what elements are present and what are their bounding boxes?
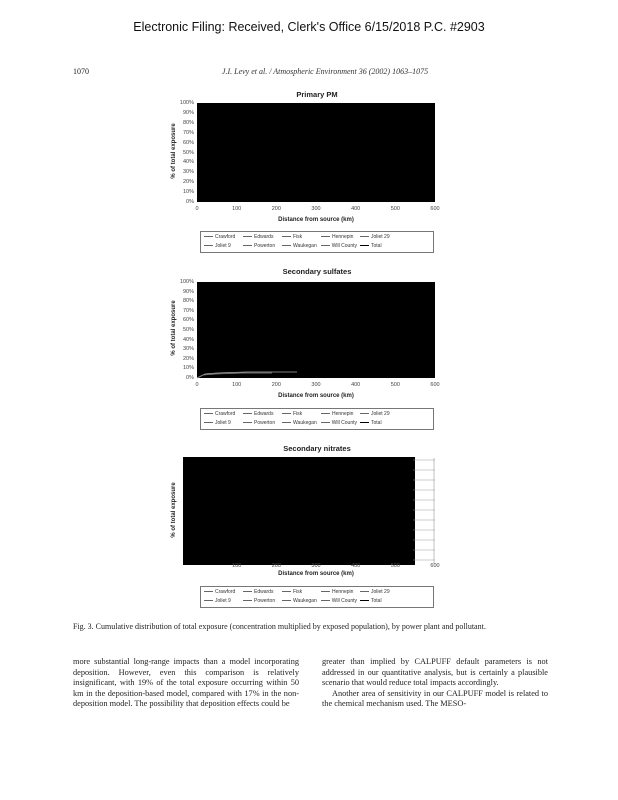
legend-swatch: [243, 236, 252, 237]
legend-label: Powerton: [254, 242, 276, 249]
legend-entry: [357, 598, 396, 604]
plot-area: [183, 457, 415, 565]
chart-title: Secondary nitrates: [283, 444, 351, 453]
legend-label: Waukegan: [293, 419, 317, 426]
legend-swatch: [321, 422, 330, 423]
x-tick-label: 0: [195, 206, 199, 212]
legend-label: Crawford: [215, 233, 236, 240]
legend-swatch: [360, 422, 369, 423]
legend-entry: [240, 598, 279, 604]
y-tick-label: 40%: [182, 159, 194, 166]
legend-label: Fisk: [293, 410, 303, 417]
y-tick-label: 90%: [182, 109, 194, 116]
legend-swatch: [360, 591, 369, 592]
y-tick-label: 80%: [182, 119, 194, 126]
figure-caption: Fig. 3. Cumulative distribution of total exposure (concentration multiplied by exposed population), by power plant and pollutant.: [73, 622, 486, 631]
legend-entry: [279, 234, 318, 240]
legend-entry: [318, 234, 357, 240]
running-head: J.I. Levy et al. / Atmospheric Environment 36 (2002) 1063–1075: [221, 67, 429, 76]
legend-entry: [240, 243, 279, 249]
x-tick-label: 100: [232, 563, 242, 569]
legend-swatch: [204, 591, 213, 592]
legend-label: Joliet 29: [371, 588, 390, 595]
y-tick-label: 40%: [182, 336, 194, 343]
y-tick-label: 60%: [182, 139, 194, 146]
body-paragraph: greater than implied by CALPUFF default parameters is not addressed in our quantitative analysis, but is certainly a plausible scenario that would reduce total impacts accordingly.: [322, 657, 548, 688]
legend-entry: [279, 243, 318, 249]
legend-swatch: [360, 236, 369, 237]
legend-entry: [279, 589, 318, 595]
legend-swatch: [204, 236, 213, 237]
legend-swatch: [360, 600, 369, 601]
x-tick-label: 200: [271, 563, 281, 569]
legend-swatch: [282, 413, 291, 414]
y-tick-label: 80%: [182, 298, 194, 305]
legend-label: Fisk: [293, 588, 303, 595]
legend-label: Will County: [331, 419, 357, 426]
y-tick-label: 50%: [182, 327, 194, 333]
legend-label: Crawford: [215, 410, 236, 417]
legend-entry: [279, 411, 318, 417]
legend-swatch: [282, 422, 291, 423]
legend-label: Joliet 29: [371, 410, 390, 417]
legend-label: Joliet 9: [215, 242, 231, 249]
x-tick-label: 600: [430, 563, 440, 569]
y-axis-label: % of total exposure: [171, 300, 177, 356]
x-tick-label: 500: [390, 206, 400, 212]
body-paragraph: more substantial long-range impacts than a model incorporating deposition. However, even this comparison is relatively insignificant, with 19% of the total exposure occurring within 50 km in the deposition-based model, compared with 17% in the non-deposition model. The possibility that deposition effects could be: [73, 657, 299, 709]
legend-swatch: [282, 236, 291, 237]
x-tick-label: 500: [390, 563, 400, 569]
legend-swatch: [321, 236, 330, 237]
legend-label: Edwards: [254, 233, 274, 240]
legend-entry: [318, 243, 357, 249]
x-tick-label: 300: [311, 382, 321, 388]
legend-entry: [201, 420, 240, 426]
legend-entry: [201, 589, 240, 595]
legend-label: Hennepin: [332, 233, 354, 240]
legend-entry: [357, 234, 396, 240]
legend-label: Waukegan: [293, 242, 317, 249]
y-axis-label: % of total exposure: [171, 123, 177, 179]
chart-legend: [200, 586, 434, 608]
legend-label: Hennepin: [332, 410, 354, 417]
legend-entry: [318, 589, 357, 595]
legend-swatch: [243, 422, 252, 423]
y-tick-label: 30%: [182, 169, 194, 176]
legend-label: Total: [371, 419, 382, 426]
legend-label: Joliet 29: [371, 233, 390, 240]
nitrate-grid: [413, 458, 437, 566]
x-tick-label: 200: [271, 382, 281, 388]
y-tick-label: 100%: [179, 100, 194, 106]
legend-label: Will County: [331, 597, 357, 604]
legend-label: Waukegan: [293, 597, 317, 604]
legend-label: Hennepin: [332, 588, 354, 595]
chart-title: Secondary sulfates: [282, 267, 352, 276]
x-tick-label: 300: [311, 563, 321, 569]
y-tick-label: 0%: [186, 375, 194, 381]
legend-swatch: [282, 600, 291, 601]
x-tick-label: 600: [430, 382, 440, 388]
legend-entry: [201, 234, 240, 240]
x-tick-label: 400: [351, 206, 361, 212]
legend-entry: [240, 411, 279, 417]
legend-entry: [240, 589, 279, 595]
legend-label: Fisk: [293, 233, 303, 240]
x-axis-label: Distance from source (km): [278, 393, 354, 399]
legend-swatch: [243, 600, 252, 601]
x-tick-label: 100: [232, 206, 242, 212]
legend-label: Joliet 9: [215, 597, 231, 604]
legend-entry: [357, 420, 396, 426]
legend-entry: [201, 411, 240, 417]
x-tick-label: 400: [351, 382, 361, 388]
plot-area: [197, 103, 435, 202]
legend-label: Edwards: [254, 588, 274, 595]
y-tick-label: 90%: [182, 288, 194, 295]
right-column: [322, 657, 548, 710]
x-axis-label: Distance from source (km): [278, 217, 354, 223]
legend-label: Powerton: [254, 419, 276, 426]
x-tick-label: 0: [195, 382, 199, 388]
legend-swatch: [321, 245, 330, 246]
legend-swatch: [204, 600, 213, 601]
legend-swatch: [282, 591, 291, 592]
y-tick-label: 10%: [182, 189, 194, 196]
legend-label: Joliet 9: [215, 419, 231, 426]
y-tick-label: 30%: [182, 346, 194, 353]
legend-swatch: [243, 413, 252, 414]
page-number: 1070: [73, 67, 89, 76]
legend-entry: [240, 420, 279, 426]
legend-label: Will County: [331, 242, 357, 249]
y-tick-label: 0%: [186, 199, 194, 205]
y-axis-label: % of total exposure: [171, 482, 177, 538]
legend-entry: [357, 411, 396, 417]
chart-legend: [200, 408, 434, 430]
legend-entry: [201, 243, 240, 249]
y-tick-label: 20%: [182, 179, 194, 186]
legend-swatch: [204, 413, 213, 414]
legend-swatch: [321, 600, 330, 601]
legend-label: Total: [371, 597, 382, 604]
y-tick-label: 10%: [182, 365, 194, 372]
body-paragraph: Another area of sensitivity in our CALPUFF model is related to the chemical mechanism used. The MESO-: [322, 688, 548, 709]
legend-entry: [240, 234, 279, 240]
legend-entry: [357, 243, 396, 249]
y-tick-label: 50%: [182, 149, 194, 156]
legend-entry: [318, 411, 357, 417]
chart-title: Primary PM: [296, 90, 338, 99]
legend-swatch: [204, 245, 213, 246]
legend-entry: [201, 598, 240, 604]
legend-label: Edwards: [254, 410, 274, 417]
y-tick-label: 70%: [182, 307, 194, 314]
y-tick-label: 100%: [179, 279, 194, 285]
x-tick-label: 400: [351, 563, 361, 569]
y-tick-label: 60%: [182, 317, 194, 324]
left-column: [73, 657, 299, 710]
legend-label: Crawford: [215, 588, 236, 595]
legend-entry: [357, 589, 396, 595]
legend-swatch: [360, 413, 369, 414]
y-tick-label: 70%: [182, 129, 194, 136]
legend-swatch: [360, 245, 369, 246]
legend-label: Powerton: [254, 597, 276, 604]
legend-swatch: [321, 591, 330, 592]
legend-swatch: [282, 245, 291, 246]
legend-label: Total: [371, 242, 382, 249]
x-axis-label: Distance from source (km): [278, 571, 354, 577]
legend-swatch: [243, 245, 252, 246]
legend-swatch: [243, 591, 252, 592]
legend-entry: [279, 598, 318, 604]
chart-legend: [200, 231, 434, 253]
y-tick-label: 20%: [182, 355, 194, 362]
legend-entry: [318, 420, 357, 426]
x-tick-label: 200: [271, 206, 281, 212]
legend-swatch: [204, 422, 213, 423]
filing-banner: Electronic Filing: Received, Clerk's Office 6/15/2018 P.C. #2903: [133, 20, 485, 34]
legend-swatch: [321, 413, 330, 414]
legend-entry: [318, 598, 357, 604]
x-tick-label: 600: [430, 206, 440, 212]
x-tick-label: 500: [390, 382, 400, 388]
plot-area: [197, 282, 435, 378]
x-tick-label: 300: [311, 206, 321, 212]
x-tick-label: 100: [232, 382, 242, 388]
sulfate-curves: [197, 368, 297, 380]
legend-entry: [279, 420, 318, 426]
